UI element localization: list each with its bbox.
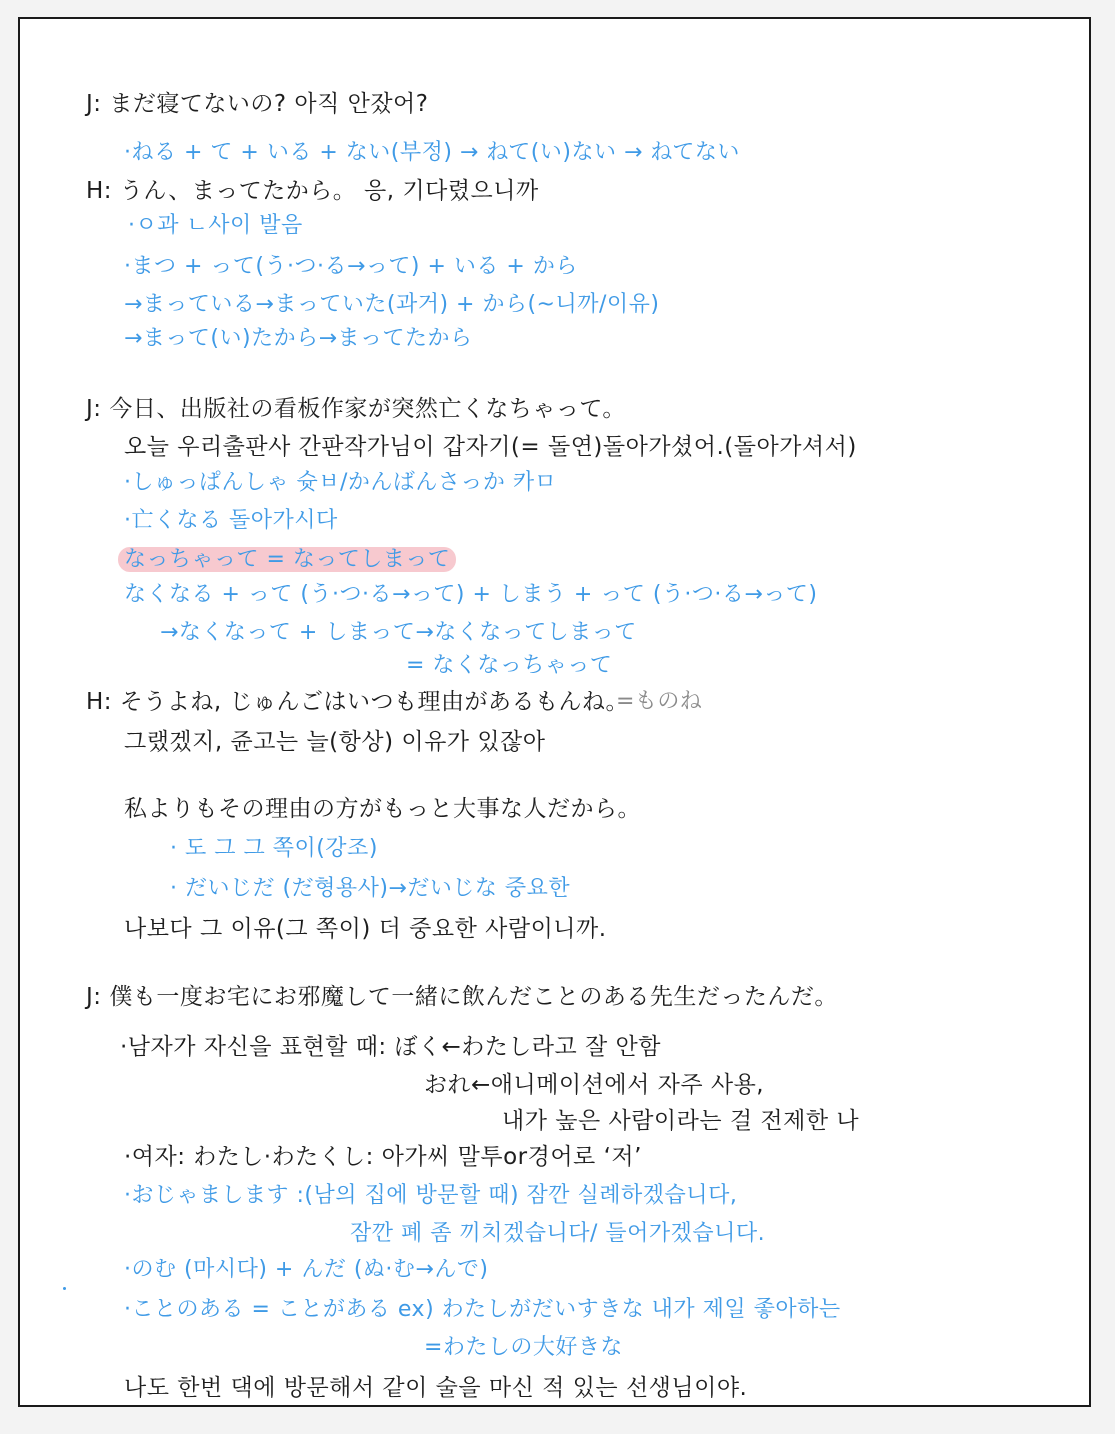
sentence-line: 私よりもその理由の方がもっと大事な人だから。 [124,796,641,822]
note-line: · だいじだ (だ형용사)→だいじな 중요한 [170,876,571,901]
note-line: ·남자가 자신을 표현할 때: ぼく←わたし라고 잘 안함 [120,1034,661,1060]
note-line: なくなる + って (う·つ·る→って) + しまう + って (う·つ·る→って) [124,582,818,607]
line-h-1: H: うん、まってたから。 응, 기다렸으니까 [86,178,539,204]
translation-line: 그랬겠지, 쥰고는 늘(항상) 이유가 있잖아 [124,729,546,755]
note-line: ·亡くなる 돌아가시다 [124,508,338,533]
translation-line: 오늘 우리출판사 간판작가님이 갑자기(= 돌연)돌아가셨어.(돌아가셔서) [124,434,857,460]
note-line: ·のむ (마시다) + んだ (ぬ·む→んで) [124,1257,489,1282]
note-line: おれ←애니메이션에서 자주 사용, [424,1072,765,1098]
translation-line: 나도 한번 댁에 방문해서 같이 술을 마신 적 있는 선생님이야. [124,1375,748,1401]
note-line [124,545,456,575]
translation-line: 나보다 그 이유(그 쪽이) 더 중요한 사람이니까. [124,916,607,942]
note-line: ·まつ + って(う·つ·る→って) + いる + から [124,254,578,279]
highlighted-note: なっちゃって = なってしまって [118,547,456,572]
line-j-3: J: 僕も一度お宅にお邪魔して一緒に飲んだことのある先生だったんだ。 [86,984,838,1010]
line-h-2: H: そうよね, じゅんごはいつも理由があるもんね。 [86,689,629,715]
note-line: 내가 높은 사람이라는 걸 전제한 나 [502,1108,860,1134]
note-line: ·ことのある = ことがある ex) わたしがだいすきな 내가 제일 좋아하는 [124,1297,841,1322]
note-sheet [18,17,1091,1407]
note-line: ·ㅇ과 ㄴ사이 발음 [128,213,303,238]
note-line: 잠깐 폐 좀 끼치겠습니다/ 들어가겠습니다. [350,1221,766,1246]
note-line: ·ねる + て + いる + ない(부정) → ねて(い)ない → ねてない [124,140,740,165]
note-line: ·여자: わたし·わたくし: 아가씨 말투or경어로 ‘저’ [124,1144,642,1170]
side-note: =ものね [616,689,703,714]
note-line: →なくなって + しまって→なくなってしまって [160,620,637,645]
note-line: ·おじゃまします :(남의 집에 방문할 때) 잠깐 실례하겠습니다, [124,1183,738,1208]
note-line: ·しゅっぱんしゃ 슛ㅂ/かんばんさっか 카ㅁ [124,470,557,495]
note-line: →まって(い)たから→まってたから [124,326,473,351]
line-j-1: J: まだ寝てないの? 아직 안잤어? [86,91,429,117]
note-line: =わたしの大好きな [424,1335,623,1360]
note-line: = なくなっちゃって [406,653,613,678]
note-line: →まっている→まっていた(과거) + から(~니까/이유) [124,292,660,317]
ink-dot [63,1287,66,1290]
line-j-2: J: 今日、出版社の看板作家が突然亡くなちゃって。 [86,396,626,422]
note-line: · 도 그 그 쪽이(강조) [170,836,378,861]
